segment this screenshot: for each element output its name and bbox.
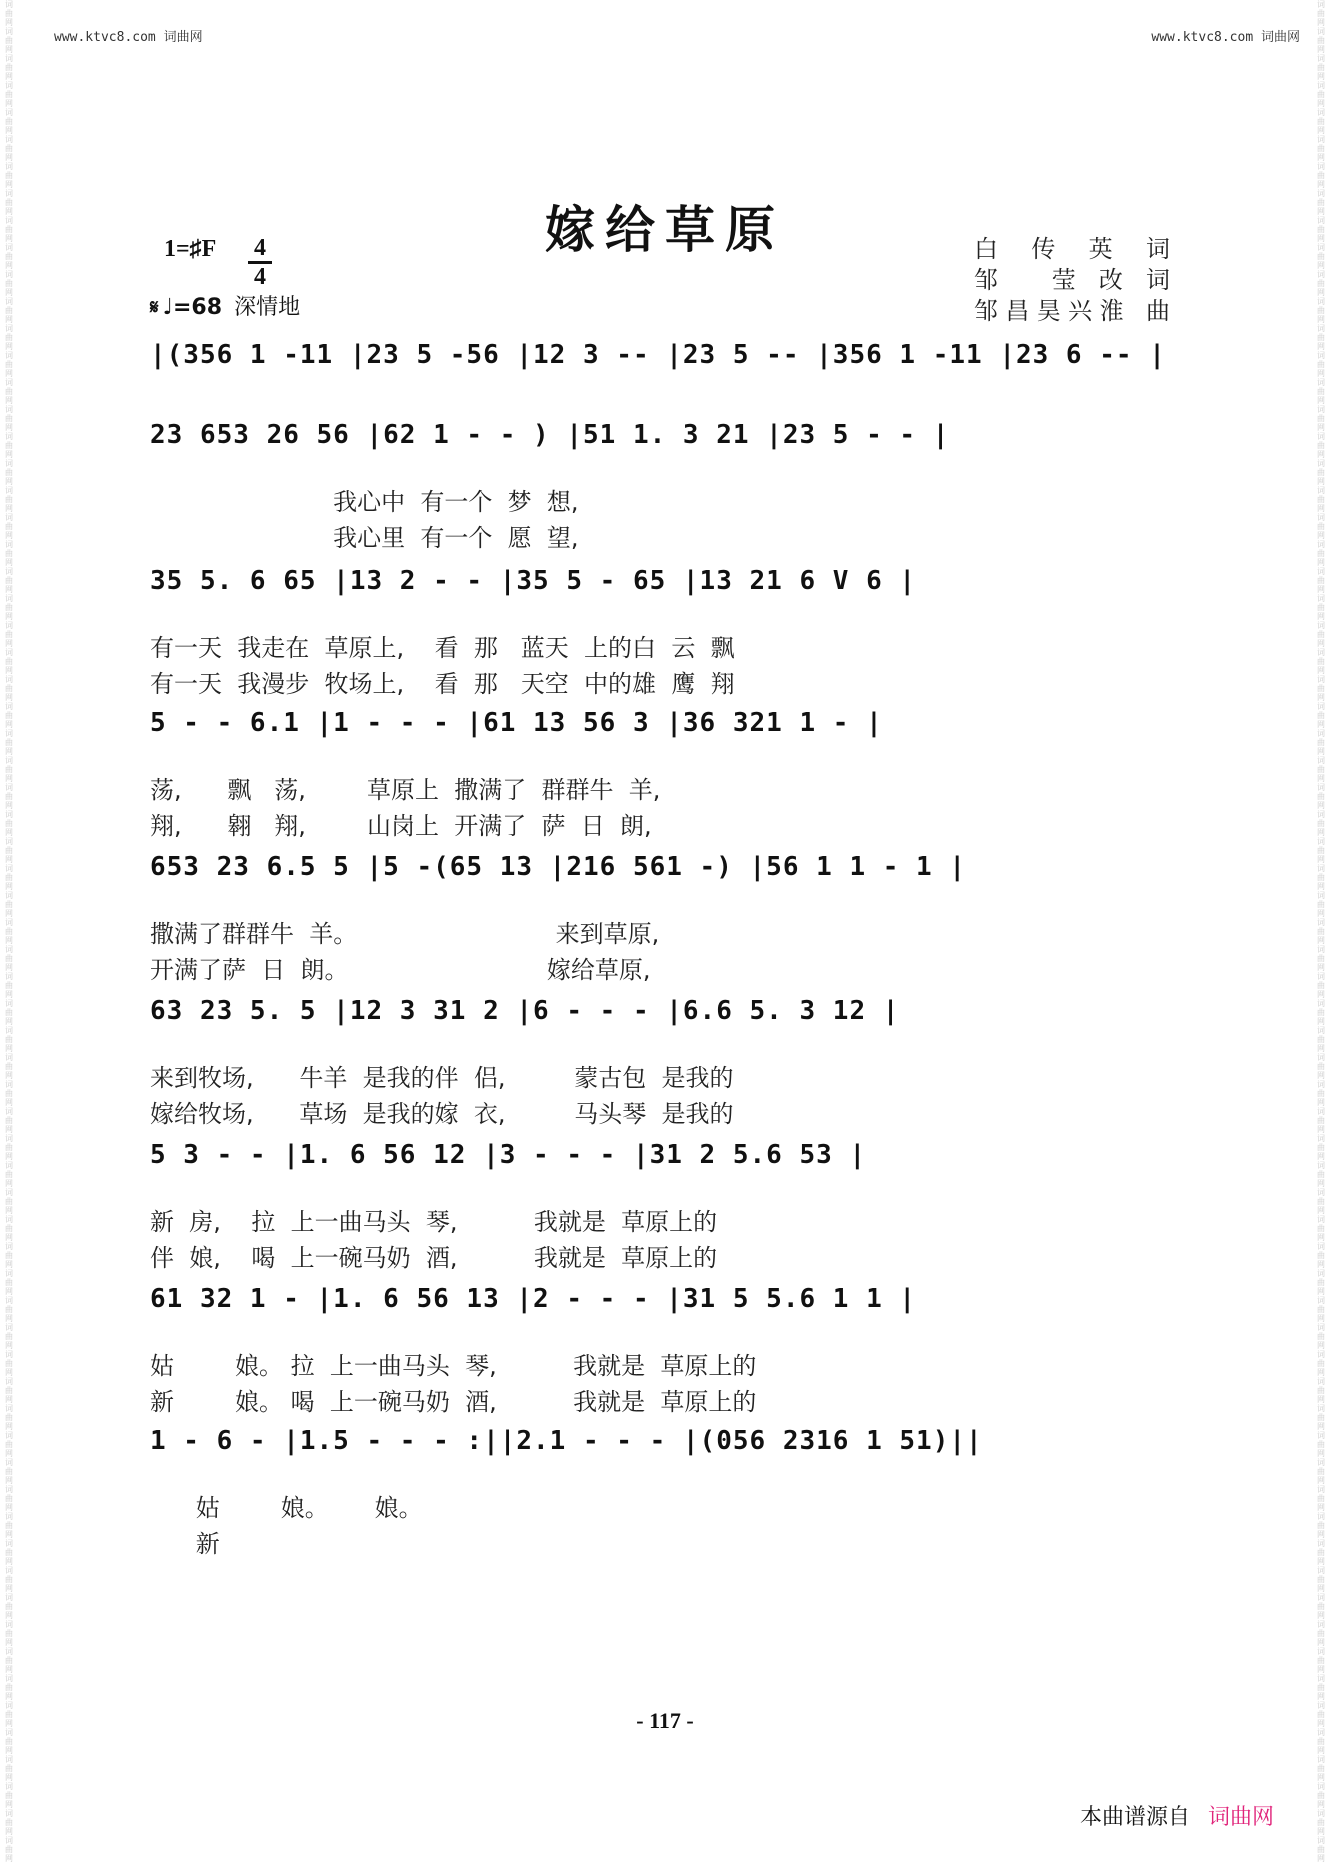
site-url-right: www.ktvc8.com — [1151, 30, 1254, 45]
lyric-line-7-verse-2: 伴 娘, 喝 上一碗马奶 酒, 我就是 草原上的 — [150, 1244, 718, 1272]
right-edge-watermark: 词曲网词曲网词曲网词曲网词曲网词曲网词曲网词曲网词曲网词曲网词曲网词曲网词曲网词曲网词曲网词曲网词曲网词曲网词曲网词曲网词曲网词曲网词曲网词曲网词曲网词曲网词曲网词曲网词曲网词曲网词曲网词曲网词曲网词曲网词曲网词曲网词曲网词曲网词曲网词曲网词曲网词曲网词曲网词曲网词曲网词曲网词曲网词曲网词曲网词曲网词曲网词曲网词曲网词曲网词曲网词曲网词曲网词曲网词曲网词曲网词曲网词曲网词曲网词曲网词曲网词曲网词曲网词曲网词曲网 — [1317, 0, 1325, 1863]
credit-composer: 邹昌昊兴淮 曲 — [974, 297, 1170, 325]
notation-line-8: 61 32 1 - |1. 6 56 13 |2 - - - |31 5 5.6 1 1 | — [150, 1284, 917, 1314]
lyric-line-4-verse-2: 翔, 翱 翔, 山岗上 开满了 萨 日 朗, — [150, 812, 652, 840]
lyric-line-5-verse-2: 开满了萨 日 朗。 嫁给草原, — [150, 956, 651, 984]
source-brand: 词曲网 — [1207, 1805, 1274, 1830]
notation-line-5: 653 23 6.5 5 |5 -(65 13 |216 561 -) |56 1 1 - 1 | — [150, 852, 967, 882]
notation-line-6: 63 23 5. 5 |12 3 31 2 |6 - - - |6.6 5. 3 12 | — [150, 996, 900, 1026]
page-number: - 117 - — [636, 1708, 694, 1733]
lyric-line-8-verse-1: 姑 娘。 拉 上一曲马头 琴, 我就是 草原上的 — [150, 1352, 757, 1380]
site-url-left: www.ktvc8.com — [54, 30, 156, 45]
lyric-line-5-verse-1: 撒满了群群牛 羊。 来到草原, — [150, 920, 660, 948]
lyric-line-6-verse-2: 嫁给牧场, 草场 是我的嫁 衣, 马头琴 是我的 — [150, 1100, 734, 1128]
lyric-line-2-verse-2: 我心里 有一个 愿 望, — [150, 524, 579, 552]
source-label: 本曲谱源自 — [1079, 1805, 1190, 1830]
source-credit — [1080, 1800, 1274, 1831]
notation-line-1: |(356 1 -11 |23 5 -56 |12 3 -- |23 5 -- |356 1 -11 |23 6 -- | — [150, 340, 1166, 370]
lyric-line-8-verse-2: 新 娘。 喝 上一碗马奶 酒, 我就是 草原上的 — [150, 1388, 757, 1416]
song-title: 嫁给草原 — [545, 200, 785, 259]
notation-line-7: 5 3 - - |1. 6 56 12 |3 - - - |31 2 5.6 53 | — [150, 1140, 867, 1170]
segno-icon: 𝄋 — [150, 295, 159, 319]
notation-line-9: 1 - 6 - |1.5 - - - :||2.1 - - - |(056 2316 1 51)|| — [150, 1426, 983, 1456]
lyric-line-9-verse-2: 新 — [150, 1530, 220, 1558]
credit-lyricist: 白 传 英 词 — [974, 235, 1170, 263]
lyric-line-4-verse-1: 荡, 飘 荡, 草原上 撒满了 群群牛 羊, — [150, 776, 661, 804]
key-signature: 1=♯F — [164, 236, 217, 262]
time-signature — [248, 236, 272, 289]
site-name-right: 词曲网 — [1260, 30, 1300, 45]
notation-line-2: 23 653 26 56 |62 1 - - ) |51 1. 3 21 |23 5 - - | — [150, 420, 950, 450]
lyric-line-2-verse-1: 我心中 有一个 梦 想, — [150, 488, 579, 516]
left-edge-watermark: 词曲网词曲网词曲网词曲网词曲网词曲网词曲网词曲网词曲网词曲网词曲网词曲网词曲网词曲网词曲网词曲网词曲网词曲网词曲网词曲网词曲网词曲网词曲网词曲网词曲网词曲网词曲网词曲网词曲网词曲网词曲网词曲网词曲网词曲网词曲网词曲网词曲网词曲网词曲网词曲网词曲网词曲网词曲网词曲网词曲网词曲网词曲网词曲网词曲网词曲网词曲网词曲网词曲网词曲网词曲网词曲网词曲网词曲网词曲网词曲网词曲网词曲网词曲网词曲网词曲网词曲网词曲网词曲网词曲网 — [5, 0, 13, 1863]
tempo-bpm: =68 — [173, 295, 223, 320]
credits — [974, 234, 1170, 327]
site-watermark-left — [54, 26, 203, 45]
quarter-note-icon: ♩ — [162, 295, 173, 320]
site-watermark-right — [1151, 26, 1300, 45]
tempo-marking — [150, 290, 300, 321]
lyric-line-9-verse-1: 姑 娘。 娘。 — [150, 1494, 423, 1522]
lyric-line-7-verse-1: 新 房, 拉 上一曲马头 琴, 我就是 草原上的 — [150, 1208, 718, 1236]
lyric-line-3-verse-1: 有一天 我走在 草原上, 看 那 蓝天 上的白 云 飘 — [150, 634, 735, 662]
expression-mark: 深情地 — [234, 295, 301, 320]
lyric-line-3-verse-2: 有一天 我漫步 牧场上, 看 那 天空 中的雄 鹰 翔 — [150, 670, 735, 698]
notation-line-3: 35 5. 6 65 |13 2 - - |35 5 - 65 |13 21 6 V 6 | — [150, 566, 917, 596]
time-signature-top: 4 — [254, 235, 266, 261]
time-signature-bottom: 4 — [254, 264, 266, 290]
site-name-left: 词曲网 — [163, 30, 203, 45]
lyric-line-6-verse-1: 来到牧场, 牛羊 是我的伴 侣, 蒙古包 是我的 — [150, 1064, 734, 1092]
credit-lyric-editor: 邹 莹改词 — [974, 266, 1170, 294]
notation-line-4: 5 - - 6.1 |1 - - - |61 13 56 3 |36 321 1 - | — [150, 708, 883, 738]
